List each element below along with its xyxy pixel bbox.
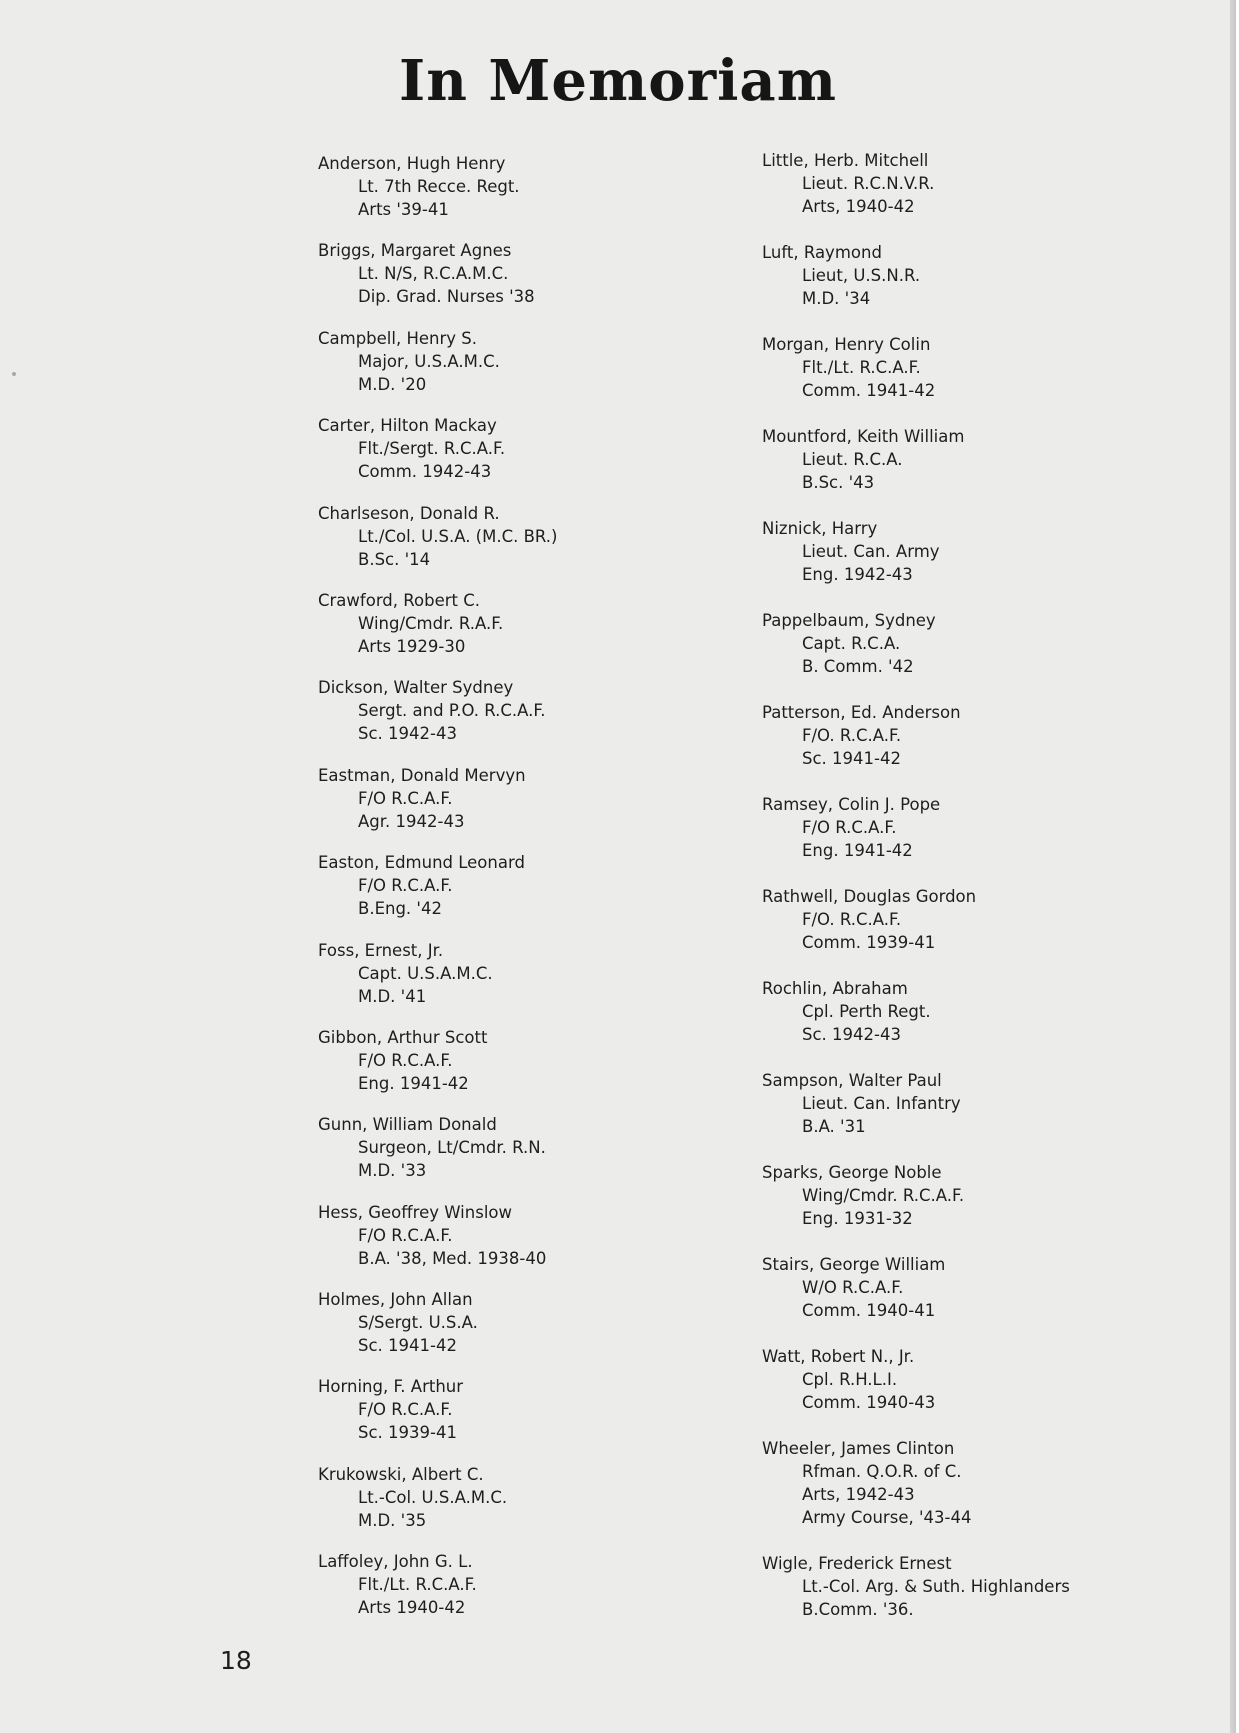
- entry-name: Holmes, John Allan: [318, 1290, 473, 1310]
- entry-detail: F/O R.C.A.F.: [358, 1225, 453, 1245]
- entry-detail: Lt. N/S, R.C.A.M.C.: [358, 264, 509, 284]
- memorial-entry: [762, 1253, 1202, 1322]
- entry-name: Rathwell, Douglas Gordon: [762, 887, 977, 906]
- entry-detail: Wing/Cmdr. R.C.A.F.: [802, 1186, 965, 1205]
- entry-detail: B.Sc. '43: [802, 473, 875, 492]
- entry-name: Krukowski, Albert C.: [318, 1464, 484, 1484]
- entry-detail: Flt./Lt. R.C.A.F.: [802, 358, 921, 377]
- entry-detail: Sc. 1941-42: [358, 1336, 457, 1356]
- memorial-entry: [318, 502, 658, 571]
- entry-detail: B.Sc. '14: [358, 549, 431, 569]
- memorial-entry: [762, 701, 1202, 770]
- page-edge: [1230, 0, 1236, 1733]
- entry-detail: Comm. 1940-43: [802, 1393, 936, 1412]
- memorial-entry: [318, 1550, 658, 1619]
- entry-name: Patterson, Ed. Anderson: [762, 703, 961, 722]
- page-number: 18: [220, 1646, 252, 1675]
- entry-name: Anderson, Hugh Henry: [318, 154, 506, 173]
- entry-detail: Arts 1940-42: [358, 1598, 466, 1618]
- entry-name: Laffoley, John G. L.: [318, 1552, 473, 1572]
- entry-detail: B. Comm. '42: [802, 657, 914, 676]
- entry-name: Gibbon, Arthur Scott: [318, 1027, 488, 1047]
- entry-detail: Rfman. Q.O.R. of C.: [802, 1462, 962, 1481]
- entry-detail: M.D. '34: [802, 289, 871, 308]
- entry-detail: F/O R.C.A.F.: [358, 876, 453, 896]
- entry-name: Wheeler, James Clinton: [762, 1439, 955, 1458]
- entry-detail: Arts 1929-30: [358, 636, 466, 656]
- memorial-entry: [318, 1026, 658, 1095]
- right-column: [762, 149, 1202, 1644]
- entry-name: Foss, Ernest, Jr.: [318, 940, 444, 960]
- memorial-entry: [318, 676, 658, 745]
- entry-name: Hess, Geoffrey Winslow: [318, 1202, 512, 1222]
- entry-detail: Cpl. Perth Regt.: [802, 1002, 931, 1021]
- memorial-entry: [762, 1069, 1202, 1138]
- entry-name: Eastman, Donald Mervyn: [318, 765, 526, 785]
- left-column: [318, 152, 658, 1638]
- entry-detail: Lieut. Can. Infantry: [802, 1094, 961, 1113]
- memorial-entry: [318, 239, 658, 308]
- entry-name: Stairs, George William: [762, 1255, 946, 1274]
- entry-detail: Sergt. and P.O. R.C.A.F.: [358, 701, 546, 721]
- memorial-entry: [762, 1437, 1202, 1529]
- entry-detail: M.D. '20: [358, 374, 427, 394]
- entry-name: Easton, Edmund Leonard: [318, 853, 525, 873]
- entry-detail: Flt./Lt. R.C.A.F.: [358, 1575, 477, 1595]
- memorial-entry: [318, 1288, 658, 1357]
- entry-detail: F/O R.C.A.F.: [358, 1050, 453, 1070]
- entry-detail: Eng. 1942-43: [802, 565, 913, 584]
- memorial-entry: [318, 764, 658, 833]
- entry-name: Dickson, Walter Sydney: [318, 678, 514, 698]
- entry-detail: M.D. '41: [358, 986, 427, 1006]
- entry-name: Morgan, Henry Colin: [762, 335, 931, 354]
- entry-detail: Surgeon, Lt/Cmdr. R.N.: [358, 1138, 546, 1158]
- entry-name: Luft, Raymond: [762, 243, 882, 262]
- entry-detail: B.A. '38, Med. 1938-40: [358, 1248, 547, 1268]
- entry-detail: Sc. 1941-42: [802, 749, 901, 768]
- entry-name: Pappelbaum, Sydney: [762, 611, 936, 630]
- page-title: In Memoriam: [399, 48, 837, 114]
- memorial-entry: [762, 793, 1202, 862]
- entry-name: Rochlin, Abraham: [762, 979, 908, 998]
- memorial-entry: [318, 939, 658, 1008]
- entry-detail: Sc. 1939-41: [358, 1423, 457, 1443]
- entry-detail: Arts '39-41: [358, 200, 449, 219]
- entry-detail: Lt.-Col. Arg. & Suth. Highlanders: [802, 1577, 1070, 1596]
- entry-detail: Comm. 1941-42: [802, 381, 936, 400]
- entry-name: Sampson, Walter Paul: [762, 1071, 942, 1090]
- entry-detail: F/O R.C.A.F.: [358, 1400, 453, 1420]
- entry-detail: Capt. R.C.A.: [802, 634, 901, 653]
- entry-name: Watt, Robert N., Jr.: [762, 1347, 915, 1366]
- memorial-entry: [318, 152, 658, 221]
- entry-detail: Wing/Cmdr. R.A.F.: [358, 613, 504, 633]
- entry-name: Ramsey, Colin J. Pope: [762, 795, 941, 814]
- entry-detail: Sc. 1942-43: [802, 1025, 901, 1044]
- memorial-entry: [318, 1201, 658, 1270]
- entry-detail: Lieut. Can. Army: [802, 542, 940, 561]
- entry-name: Horning, F. Arthur: [318, 1377, 464, 1397]
- entry-detail: W/O R.C.A.F.: [802, 1278, 904, 1297]
- entry-detail: F/O. R.C.A.F.: [802, 726, 902, 745]
- entry-name: Gunn, William Donald: [318, 1115, 497, 1135]
- memorial-entry: [762, 1345, 1202, 1414]
- entry-detail: Eng. 1941-42: [802, 841, 913, 860]
- entry-detail: B.Comm. '36.: [802, 1600, 914, 1619]
- memorial-entry: [762, 333, 1202, 402]
- entry-detail: Capt. U.S.A.M.C.: [358, 963, 493, 983]
- entry-name: Mountford, Keith William: [762, 427, 965, 446]
- entry-name: Campbell, Henry S.: [318, 328, 477, 348]
- entry-detail: F/O R.C.A.F.: [802, 818, 897, 837]
- entry-detail: Lt./Col. U.S.A. (M.C. BR.): [358, 526, 558, 546]
- memorial-entry: [318, 414, 658, 483]
- memorial-entry: [318, 1463, 658, 1532]
- entry-name: Wigle, Frederick Ernest: [762, 1554, 952, 1573]
- entry-name: Carter, Hilton Mackay: [318, 416, 497, 436]
- entry-detail: Dip. Grad. Nurses '38: [358, 287, 535, 307]
- entry-detail: Major, U.S.A.M.C.: [358, 351, 500, 371]
- memorial-entry: [318, 589, 658, 658]
- entry-detail: Cpl. R.H.L.I.: [802, 1370, 898, 1389]
- entry-detail: Arts, 1940-42: [802, 197, 915, 216]
- memorial-entry: [762, 149, 1202, 218]
- entry-detail: Lt. 7th Recce. Regt.: [358, 177, 520, 196]
- entry-detail: Agr. 1942-43: [358, 811, 465, 831]
- memorial-entry: [318, 1113, 658, 1182]
- entry-detail: M.D. '35: [358, 1510, 427, 1530]
- entry-detail: Comm. 1939-41: [802, 933, 936, 952]
- entry-detail: M.D. '33: [358, 1161, 427, 1181]
- entry-name: Briggs, Margaret Agnes: [318, 241, 512, 261]
- memorial-entry: [762, 517, 1202, 586]
- entry-detail: Eng. 1941-42: [358, 1073, 469, 1093]
- entry-name: Sparks, George Noble: [762, 1163, 942, 1182]
- entry-name: Niznick, Harry: [762, 519, 878, 538]
- entry-name: Little, Herb. Mitchell: [762, 151, 929, 170]
- memorial-entry: [762, 241, 1202, 310]
- entry-detail: Sc. 1942-43: [358, 724, 457, 744]
- memorial-entry: [318, 1375, 658, 1444]
- entry-detail: B.Eng. '42: [358, 899, 442, 919]
- entry-detail: Lieut, U.S.N.R.: [802, 266, 921, 285]
- entry-detail: S/Sergt. U.S.A.: [358, 1313, 478, 1333]
- memorial-entry: [762, 425, 1202, 494]
- memorial-entry: [762, 1552, 1202, 1621]
- entry-detail: Comm. 1942-43: [358, 462, 492, 482]
- entry-detail: B.A. '31: [802, 1117, 866, 1136]
- memorial-entry: [762, 1161, 1202, 1230]
- memorial-entry: [318, 851, 658, 920]
- entry-detail: Flt./Sergt. R.C.A.F.: [358, 439, 506, 459]
- memorial-entry: [318, 327, 658, 396]
- entry-detail: Lt.-Col. U.S.A.M.C.: [358, 1487, 508, 1507]
- entry-name: Charlseson, Donald R.: [318, 503, 500, 523]
- entry-detail: Lieut. R.C.A.: [802, 450, 903, 469]
- memorial-entry: [762, 885, 1202, 954]
- entry-detail: Lieut. R.C.N.V.R.: [802, 174, 935, 193]
- memorial-entry: [762, 977, 1202, 1046]
- entry-detail: F/O. R.C.A.F.: [802, 910, 902, 929]
- entry-detail: Arts, 1942-43: [802, 1485, 915, 1504]
- entry-detail: Comm. 1940-41: [802, 1301, 936, 1320]
- entry-detail: Army Course, '43-44: [802, 1508, 972, 1527]
- entry-detail: F/O R.C.A.F.: [358, 788, 453, 808]
- paper-speck: [12, 372, 16, 376]
- memorial-entry: [762, 609, 1202, 678]
- entry-name: Crawford, Robert C.: [318, 590, 480, 610]
- entry-detail: Eng. 1931-32: [802, 1209, 913, 1228]
